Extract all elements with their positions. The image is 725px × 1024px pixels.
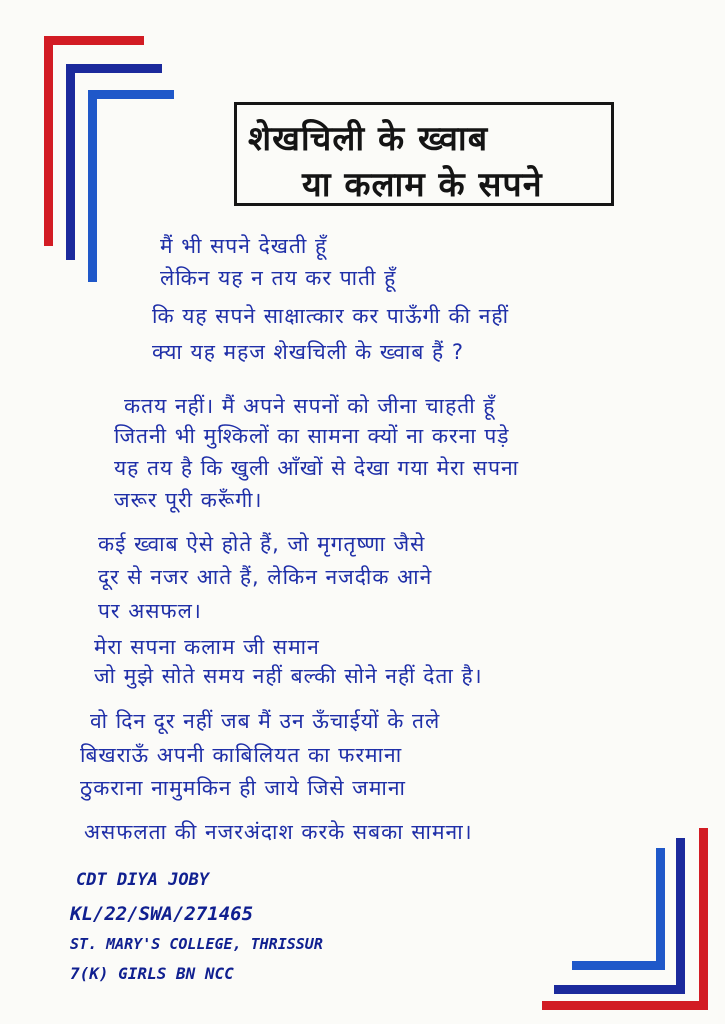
poem-line: बिखराऊँ अपनी काबिलियत का फरमाना <box>80 743 403 767</box>
blue-stripe-horizontal <box>88 90 174 99</box>
poem-line: कई ख्वाब ऐसे होते हैं, जो मृगतृष्णा जैसे <box>98 532 426 556</box>
poem-line: वो दिन दूर नहीं जब मैं उन ऊँचाईयों के तले <box>90 709 441 733</box>
poem-line: ठुकराना नामुमकिन ही जाये जिसे जमाना <box>80 776 406 800</box>
poem-line: मैं भी सपने देखती हूँ <box>160 234 328 258</box>
poem-line: पर असफल। <box>98 599 202 623</box>
signature-unit: 7(K) GIRLS BN NCC <box>70 964 234 983</box>
signature-name: CDT DIYA JOBY <box>76 870 210 890</box>
poem-line: दूर से नजर आते हैं, लेकिन नजदीक आने <box>98 565 433 589</box>
poem-line: लेकिन यह न तय कर पाती हूँ <box>160 266 397 290</box>
poem-line: जो मुझे सोते समय नहीं बल्की सोने नहीं देता है। <box>94 664 483 688</box>
blue-stripe-vertical-br <box>656 848 665 970</box>
blue-stripe-vertical <box>88 90 97 282</box>
poem-line: यह तय है कि खुली आँखों से देखा गया मेरा सपना <box>114 456 520 480</box>
poem-line: कि यह सपने साक्षात्कार कर पाऊँगी की नहीं <box>152 304 510 328</box>
red-stripe-horizontal-br <box>542 1001 708 1010</box>
title-line-1: शेखचिली के ख्वाब <box>248 119 489 159</box>
title-line-2: या कलाम के सपने <box>302 165 543 205</box>
poem-line: जितनी भी मुश्किलों का सामना क्यों ना करना पड़े <box>114 424 510 448</box>
navy-stripe-horizontal <box>66 64 162 73</box>
navy-stripe-horizontal-br <box>554 985 685 994</box>
signature-id: KL/22/SWA/271465 <box>70 903 254 925</box>
poem-line: क्या यह महज शेखचिली के ख्वाब हैं ? <box>152 340 465 364</box>
red-stripe-vertical-br <box>699 828 708 1010</box>
navy-stripe-vertical <box>66 64 75 260</box>
poem-line: जरूर पूरी करूँगी। <box>114 488 263 512</box>
poem-line: असफलता की नजरअंदाश करके सबका सामना। <box>84 820 473 844</box>
red-stripe-horizontal <box>44 36 144 45</box>
navy-stripe-vertical-br <box>676 838 685 994</box>
poem-line: मेरा सपना कलाम जी समान <box>94 635 320 659</box>
poem-line: कतय नहीं। मैं अपने सपनों को जीना चाहती हूँ <box>124 394 496 418</box>
blue-stripe-horizontal-br <box>572 961 665 970</box>
red-stripe-vertical <box>44 36 53 246</box>
signature-college: ST. MARY'S COLLEGE, THRISSUR <box>70 935 323 953</box>
